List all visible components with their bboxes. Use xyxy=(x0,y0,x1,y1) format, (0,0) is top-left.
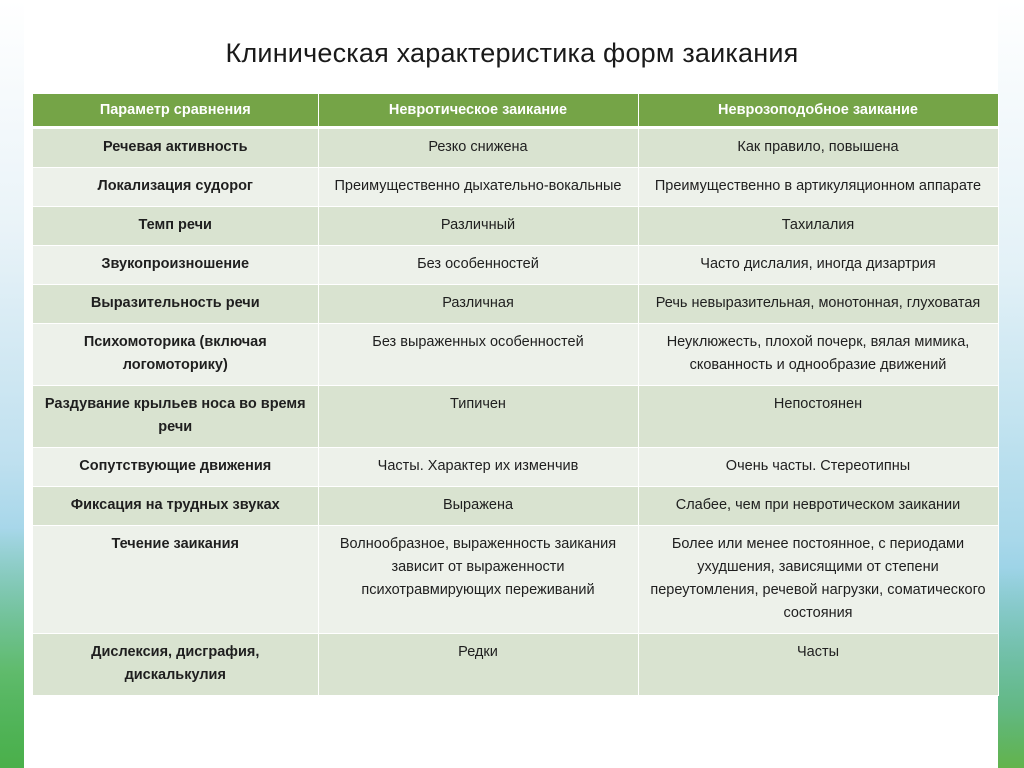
table-row xyxy=(33,207,998,246)
table-row xyxy=(33,246,998,285)
cell-parameter: Выразительность речи xyxy=(33,285,318,324)
cell-parameter: Психомоторика (включая логомоторику) xyxy=(33,324,318,386)
header-parameter: Параметр сравнения xyxy=(33,94,318,128)
slide-title: Клиническая характеристика форм заикания xyxy=(225,38,799,68)
cell-parameter: Сопутствующие движения xyxy=(33,448,318,487)
cell-neurotic: Редки xyxy=(318,634,638,696)
cell-neurosis-like: Непостоянен xyxy=(638,386,998,448)
background-right-gradient xyxy=(998,0,1024,768)
cell-neurotic: Преимущественно дыхательно-вокальные xyxy=(318,168,638,207)
cell-parameter: Фиксация на трудных звуках xyxy=(33,487,318,526)
table-header-row xyxy=(33,94,998,128)
cell-neurosis-like: Речь невыразительная, монотонная, глуховатая xyxy=(638,285,998,324)
cell-neurotic: Часты. Характер их изменчив xyxy=(318,448,638,487)
table-row xyxy=(33,324,998,386)
cell-parameter: Течение заикания xyxy=(33,526,318,634)
table-row xyxy=(33,526,998,634)
table-row xyxy=(33,168,998,207)
cell-parameter: Раздувание крыльев носа во время речи xyxy=(33,386,318,448)
cell-neurosis-like: Более или менее постоянное, с периодами ухудшения, зависящими от степени переутомления, речевой нагрузки, соматического состояния xyxy=(638,526,998,634)
cell-neurosis-like: Тахилалия xyxy=(638,207,998,246)
cell-neurosis-like: Часты xyxy=(638,634,998,696)
table-row xyxy=(33,487,998,526)
table-row xyxy=(33,448,998,487)
cell-neurotic: Без выраженных особенностей xyxy=(318,324,638,386)
cell-parameter: Локализация судорог xyxy=(33,168,318,207)
cell-neurotic: Резко снижена xyxy=(318,128,638,168)
cell-neurosis-like: Преимущественно в артикуляционном аппарате xyxy=(638,168,998,207)
cell-neurotic: Выражена xyxy=(318,487,638,526)
cell-neurosis-like: Слабее, чем при невротическом заикании xyxy=(638,487,998,526)
cell-neurosis-like: Часто дислалия, иногда дизартрия xyxy=(638,246,998,285)
cell-neurotic: Без особенностей xyxy=(318,246,638,285)
cell-parameter: Дислексия, дисграфия, дискалькулия xyxy=(33,634,318,696)
table-row xyxy=(33,634,998,696)
cell-neurotic: Волнообразное, выраженность заикания зависит от выраженности психотравмирующих переживаний xyxy=(318,526,638,634)
header-neurotic: Невротическое заикание xyxy=(318,94,638,128)
cell-parameter: Темп речи xyxy=(33,207,318,246)
cell-neurotic: Различный xyxy=(318,207,638,246)
cell-neurosis-like: Неуклюжесть, плохой почерк, вялая мимика, скованность и однообразие движений xyxy=(638,324,998,386)
cell-parameter: Звукопроизношение xyxy=(33,246,318,285)
cell-neurosis-like: Как правило, повышена xyxy=(638,128,998,168)
cell-neurosis-like: Очень часты. Стереотипны xyxy=(638,448,998,487)
cell-neurotic: Различная xyxy=(318,285,638,324)
cell-neurotic: Типичен xyxy=(318,386,638,448)
table-row xyxy=(33,128,998,168)
background-left-gradient xyxy=(0,0,24,768)
header-neurosis-like: Неврозоподобное заикание xyxy=(638,94,998,128)
table-row xyxy=(33,285,998,324)
comparison-table xyxy=(33,94,999,696)
cell-parameter: Речевая активность xyxy=(33,128,318,168)
table-row xyxy=(33,386,998,448)
